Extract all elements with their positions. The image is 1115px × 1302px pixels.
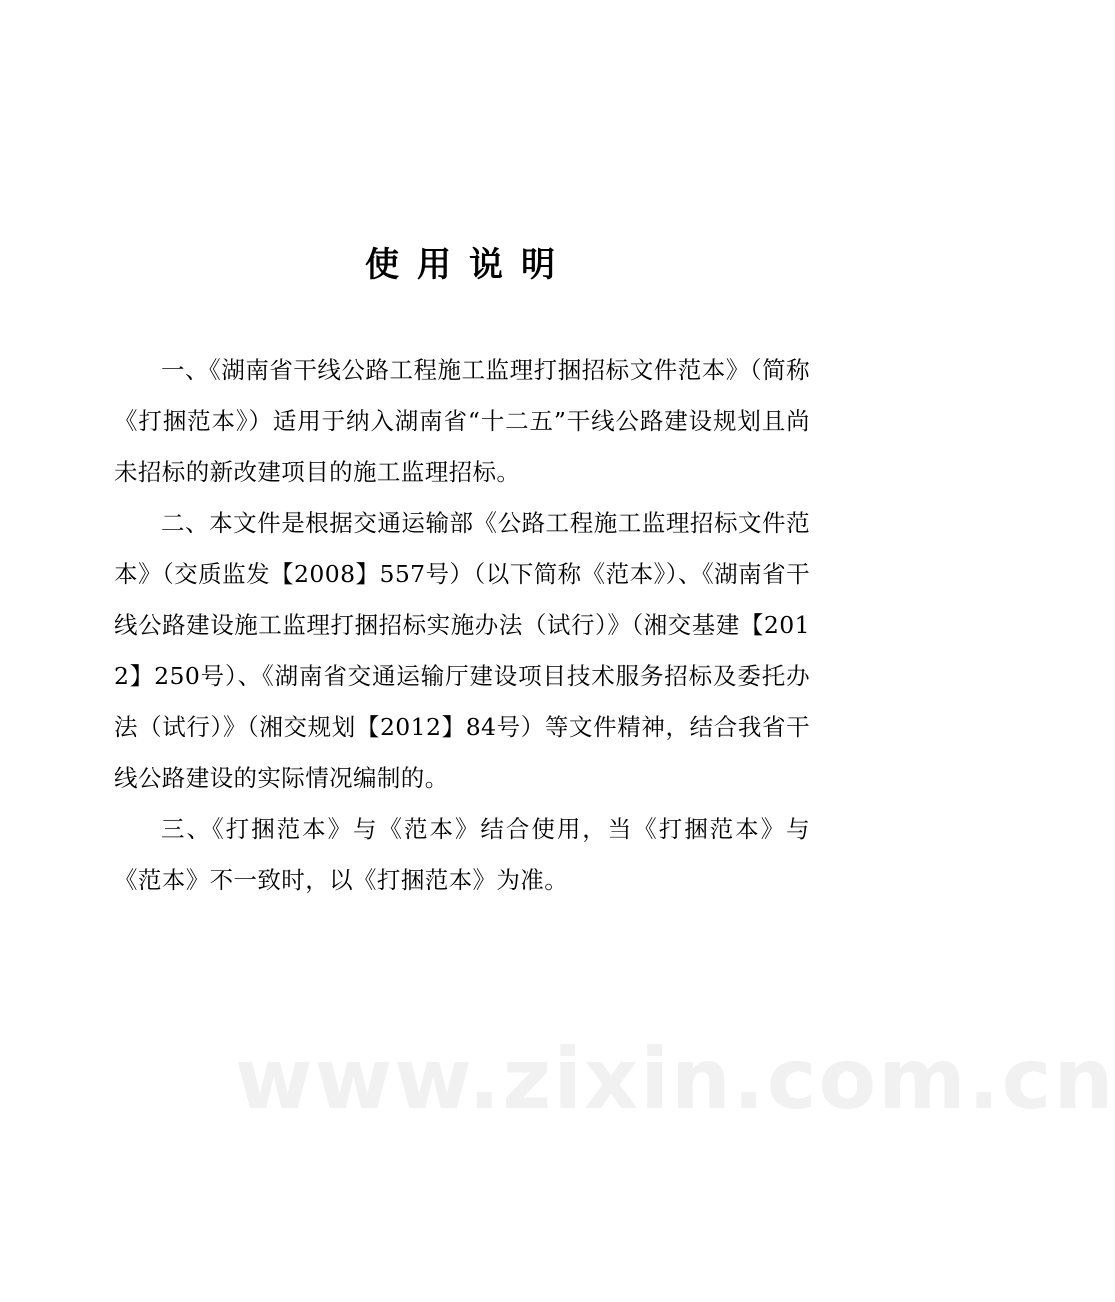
paragraph-3: 三、《打捆范本》与《范本》结合使用，当《打捆范本》与《范本》不一致时，以《打捆范本》为准。 [114,815,810,894]
document-body [114,345,810,906]
paragraph-1: 一、《湖南省干线公路工程施工监理打捆招标文件范本》（简称《打捆范本》）适用于纳入湖南省“十二五”干线公路建设规划且尚未招标的新改建项目的施工监理招标。 [114,356,810,486]
paragraph-2: 二、本文件是根据交通运输部《公路工程施工监理招标文件范本》（交质监发【2008】557号）（以下简称《范本》）、《湖南省干线公路建设施工监理打捆招标实施办法（试行）》（湘交基建【2012】250号）、《湖南省交通运输厅建设项目技术服务招标及委托办法（试行）》（湘交规划【2012】84号）等文件精神，结合我省干线公路建设的实际情况编制的。 [114,509,810,792]
watermark: www.zixin.com.cn [235,1030,1115,1128]
page-title: 使用说明 [365,245,573,285]
